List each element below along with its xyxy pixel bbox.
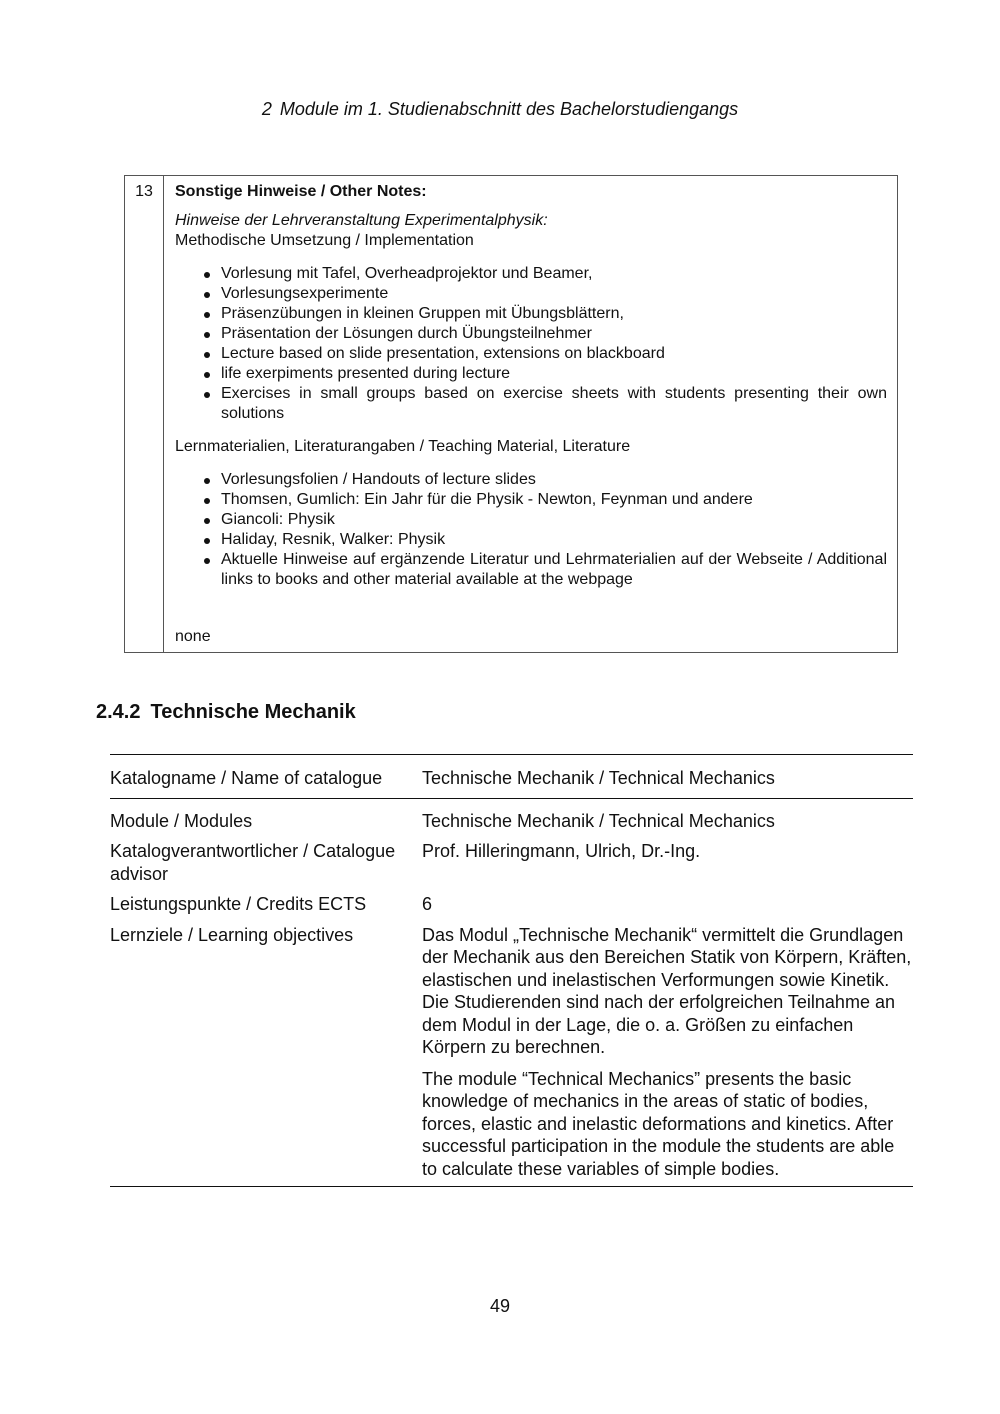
row-label: Lernziele / Learning objectives bbox=[110, 924, 354, 945]
table-row bbox=[110, 832, 913, 885]
header-label: Katalogname / Name of catalogue bbox=[110, 768, 383, 788]
bullet-icon bbox=[204, 272, 210, 278]
bullet-icon bbox=[204, 392, 210, 398]
list-item: Exercises in small groups based on exercise sheets with students presenting their own solutions bbox=[175, 384, 887, 424]
other-notes-box bbox=[124, 175, 898, 653]
row-label: Katalogverantwortlicher / Catalogue advisor bbox=[110, 841, 396, 884]
page-number: 49 bbox=[489, 1296, 511, 1316]
list-item: Lecture based on slide presentation, extensions on blackboard bbox=[175, 344, 887, 364]
table-header-row bbox=[110, 755, 913, 798]
row-number: 13 bbox=[125, 176, 164, 652]
chapter-number: 2 bbox=[261, 99, 272, 119]
catalog-table bbox=[110, 754, 913, 1187]
list-item: Präsenzübungen in kleinen Gruppen mit Übungsblättern, bbox=[175, 304, 887, 324]
table-bottom-rule bbox=[110, 1186, 913, 1187]
list-item: Präsentation der Lösungen durch Übungsteilnehmer bbox=[175, 324, 887, 344]
list-item: Haliday, Resnik, Walker: Physik bbox=[175, 530, 887, 550]
bullet-icon bbox=[204, 478, 210, 484]
implementation-list bbox=[175, 264, 887, 424]
bullet-icon bbox=[204, 558, 210, 564]
bullet-icon bbox=[204, 538, 210, 544]
section-title: Technische Mechanik bbox=[150, 701, 356, 723]
objectives-text-en: The module “Technical Mechanics” presents the basic knowledge of mechanics in the areas of static of bodies, forces, elastic and inelastic deformations and kinetics. After successful participation in the module the students are able to calculate these variables of simple bodies. bbox=[422, 1068, 895, 1179]
bullet-icon bbox=[204, 372, 210, 378]
row-label: Leistungspunkte / Credits ECTS bbox=[110, 894, 367, 914]
objectives-value bbox=[422, 924, 913, 1181]
bullet-icon bbox=[204, 332, 210, 338]
table-row bbox=[110, 916, 913, 1181]
row-value: 6 bbox=[422, 894, 433, 914]
section-number: 2.4.2 bbox=[96, 701, 141, 723]
bullet-icon bbox=[204, 498, 210, 504]
row-value: Prof. Hilleringmann, Ulrich, Dr.-Ing. bbox=[422, 841, 701, 861]
table-row bbox=[110, 799, 913, 833]
objectives-text-de: Das Modul „Technische Mechanik“ vermittelt die Grundlagen der Mechanik aus den Bereichen Statik von Körpern, Kräften, elastischen und inelastischen Verformungen sowie Kinetik. Die Studierenden sind nach der erfolgreichen Teilnahme an dem Modul in der Lage, die o. a. Größen zu einfachen Körpern zu berechnen. bbox=[422, 924, 912, 1057]
bullet-icon bbox=[204, 518, 210, 524]
bullet-icon bbox=[204, 352, 210, 358]
list-item: Aktuelle Hinweise auf ergänzende Literatur und Lehrmaterialien auf der Webseite / Additional links to books and other material available at the webpage bbox=[175, 550, 887, 590]
list-item: Giancoli: Physik bbox=[175, 510, 887, 530]
notes-subtitle: Hinweise der Lehrveranstaltung Experimentalphysik: bbox=[175, 212, 548, 229]
list-item: Vorlesungsfolien / Handouts of lecture slides bbox=[175, 470, 887, 490]
bullet-icon bbox=[204, 312, 210, 318]
material-label: Lernmaterialien, Literaturangaben / Teaching Material, Literature bbox=[175, 438, 631, 455]
notes-content bbox=[175, 182, 887, 603]
implementation-label: Methodische Umsetzung / Implementation bbox=[175, 232, 474, 249]
row-value: Technische Mechanik / Technical Mechanics bbox=[422, 810, 775, 831]
list-item: life exerpiments presented during lecture bbox=[175, 364, 887, 384]
none-text: none bbox=[175, 628, 211, 645]
list-item: Vorlesung mit Tafel, Overheadprojektor und Beamer, bbox=[175, 264, 887, 284]
section-heading bbox=[96, 701, 356, 724]
chapter-title: Module im 1. Studienabschnitt des Bachelorstudiengangs bbox=[279, 99, 739, 119]
table-row bbox=[110, 885, 913, 916]
material-list bbox=[175, 470, 887, 590]
header-value: Technische Mechanik / Technical Mechanics bbox=[422, 768, 775, 788]
list-item: Vorlesungsexperimente bbox=[175, 284, 887, 304]
row-label: Module / Modules bbox=[110, 810, 253, 831]
notes-title: Sonstige Hinweise / Other Notes: bbox=[175, 183, 427, 200]
list-item: Thomsen, Gumlich: Ein Jahr für die Physik - Newton, Feynman und andere bbox=[175, 490, 887, 510]
bullet-icon bbox=[204, 292, 210, 298]
running-header bbox=[0, 99, 1000, 120]
